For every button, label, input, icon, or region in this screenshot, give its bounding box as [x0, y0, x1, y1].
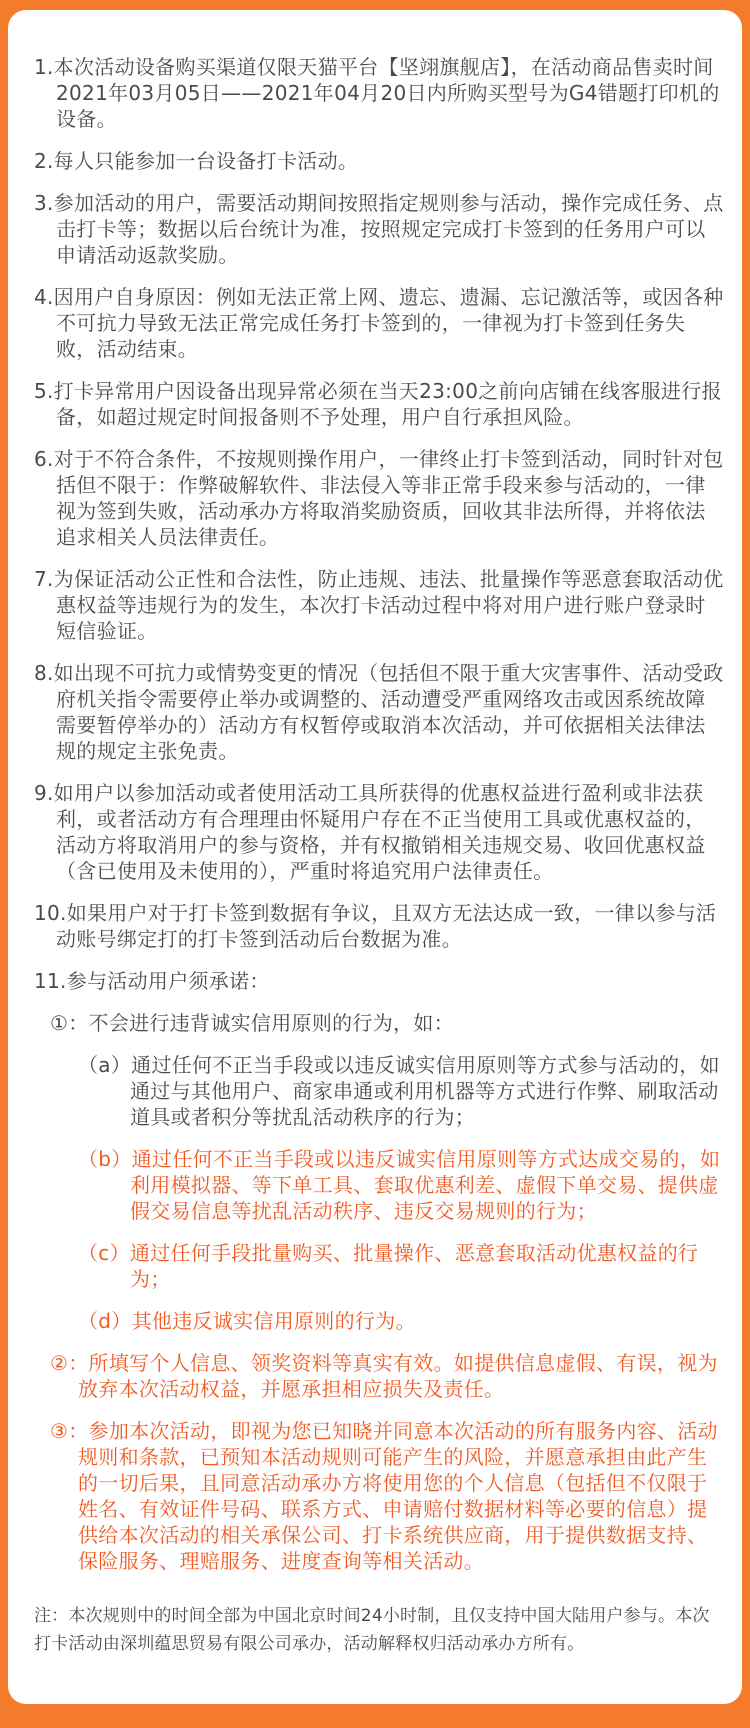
commitment-1d: （d）其他违反诚实信用原则的行为。	[78, 1309, 416, 1333]
rule-3: 3.参加活动的用户，需要活动期间按照指定规则参与活动，操作完成任务、点击打卡等；数据以后台统计为准，按照规定完成打卡签到的任务用户可以申请活动返款奖励。	[34, 191, 724, 267]
rule-10: 10.如果用户对于打卡签到数据有争议，且双方无法达成一致，一律以参与活动账号绑定打的打卡签到活动后台数据为准。	[34, 901, 717, 951]
commitment-1c: （c）通过任何手段批量购买、批量操作、恶意套取活动优惠权益的行为；	[78, 1241, 699, 1291]
rule-11: 11.参与活动用户须承诺：	[34, 969, 270, 993]
commitment-1: ①：不会进行违背诚实信用原则的行为，如：	[50, 1011, 454, 1035]
rule-7: 7.为保证活动公正性和合法性，防止违规、违法、批量操作等恶意套取活动优惠权益等违规行为的发生，本次打卡活动过程中将对用户进行账户登录时短信验证。	[34, 567, 724, 643]
commitment-3: ③：参加本次活动，即视为您已知晓并同意本次活动的所有服务内容、活动规则和条款，已预知本活动规则可能产生的风险，并愿意承担由此产生的一切后果，且同意活动承办方将使用您的个人信息（包括但不仅限于姓名、有效证件号码、联系方式、申请赔付数据材料等必要的信息）提供给本次活动的相关承保公司、打卡系统供应商，用于提供数据支持、保险服务、理赔服务、进度查询等相关活动。	[50, 1419, 718, 1573]
commitment-2: ②：所填写个人信息、领奖资料等真实有效。如提供信息虚假、有误，视为放弃本次活动权益，并愿承担相应损失及责任。	[50, 1351, 718, 1401]
rules-card	[8, 10, 742, 1704]
rule-6: 6.对于不符合条件，不按规则操作用户，一律终止打卡签到活动，同时针对包括但不限于：作弊破解软件、非法侵入等非正常手段来参与活动的，一律视为签到失败，活动承办方将取消奖励资质，回收其非法所得，并将依法追求相关人员法律责任。	[34, 447, 724, 549]
rule-4: 4.因用户自身原因：例如无法正常上网、遗忘、遗漏、忘记激活等，或因各种不可抗力导致无法正常完成任务打卡签到的，一律视为打卡签到任务失败，活动结束。	[34, 285, 724, 361]
rule-5: 5.打卡异常用户因设备出现异常必须在当天23:00之前向店铺在线客服进行报备，如超过规定时间报备则不予处理，用户自行承担风险。	[34, 379, 722, 429]
commitment-1b: （b）通过任何不正当手段或以违反诚实信用原则等方式达成交易的，如利用模拟器、等下单工具、套取优惠利差、虚假下单交易、提供虚假交易信息等扰乱活动秩序、违反交易规则的行为；	[78, 1147, 721, 1223]
rule-2: 2.每人只能参加一台设备打卡活动。	[34, 149, 359, 173]
rule-8: 8.如出现不可抗力或情势变更的情况（包括但不限于重大灾害事件、活动受政府机关指令需要停止举办或调整的、活动遭受严重网络攻击或因系统故障需要暂停举办的）活动方有权暂停或取消本次活动，并可依据相关法律法规的规定主张免责。	[34, 661, 724, 763]
rule-1: 1.本次活动设备购买渠道仅限天猫平台【坚翊旗舰店】，在活动商品售卖时间2021年03月05日——2021年04月20日内所购买型号为G4错题打印机的设备。	[34, 55, 720, 131]
rule-9: 9.如用户以参加活动或者使用活动工具所获得的优惠权益进行盈利或非法获利，或者活动方有合理理由怀疑用户存在不正当使用工具或优惠权益的，活动方将取消用户的参与资格，并有权撤销相关违规交易、收回优惠权益（含已使用及未使用的），严重时将追究用户法律责任。	[34, 781, 706, 883]
footer-note: 注：本次规则中的时间全部为中国北京时间24小时制，且仅支持中国大陆用户参与。本次打卡活动由深圳蕴思贸易有限公司承办，活动解释权归活动承办方所有。	[34, 1606, 710, 1654]
commitment-1a: （a）通过任何不正当手段或以违反诚实信用原则等方式参与活动的，如通过与其他用户、商家串通或利用机器等方式进行作弊、刷取活动道具或者积分等扰乱活动秩序的行为；	[78, 1053, 720, 1129]
